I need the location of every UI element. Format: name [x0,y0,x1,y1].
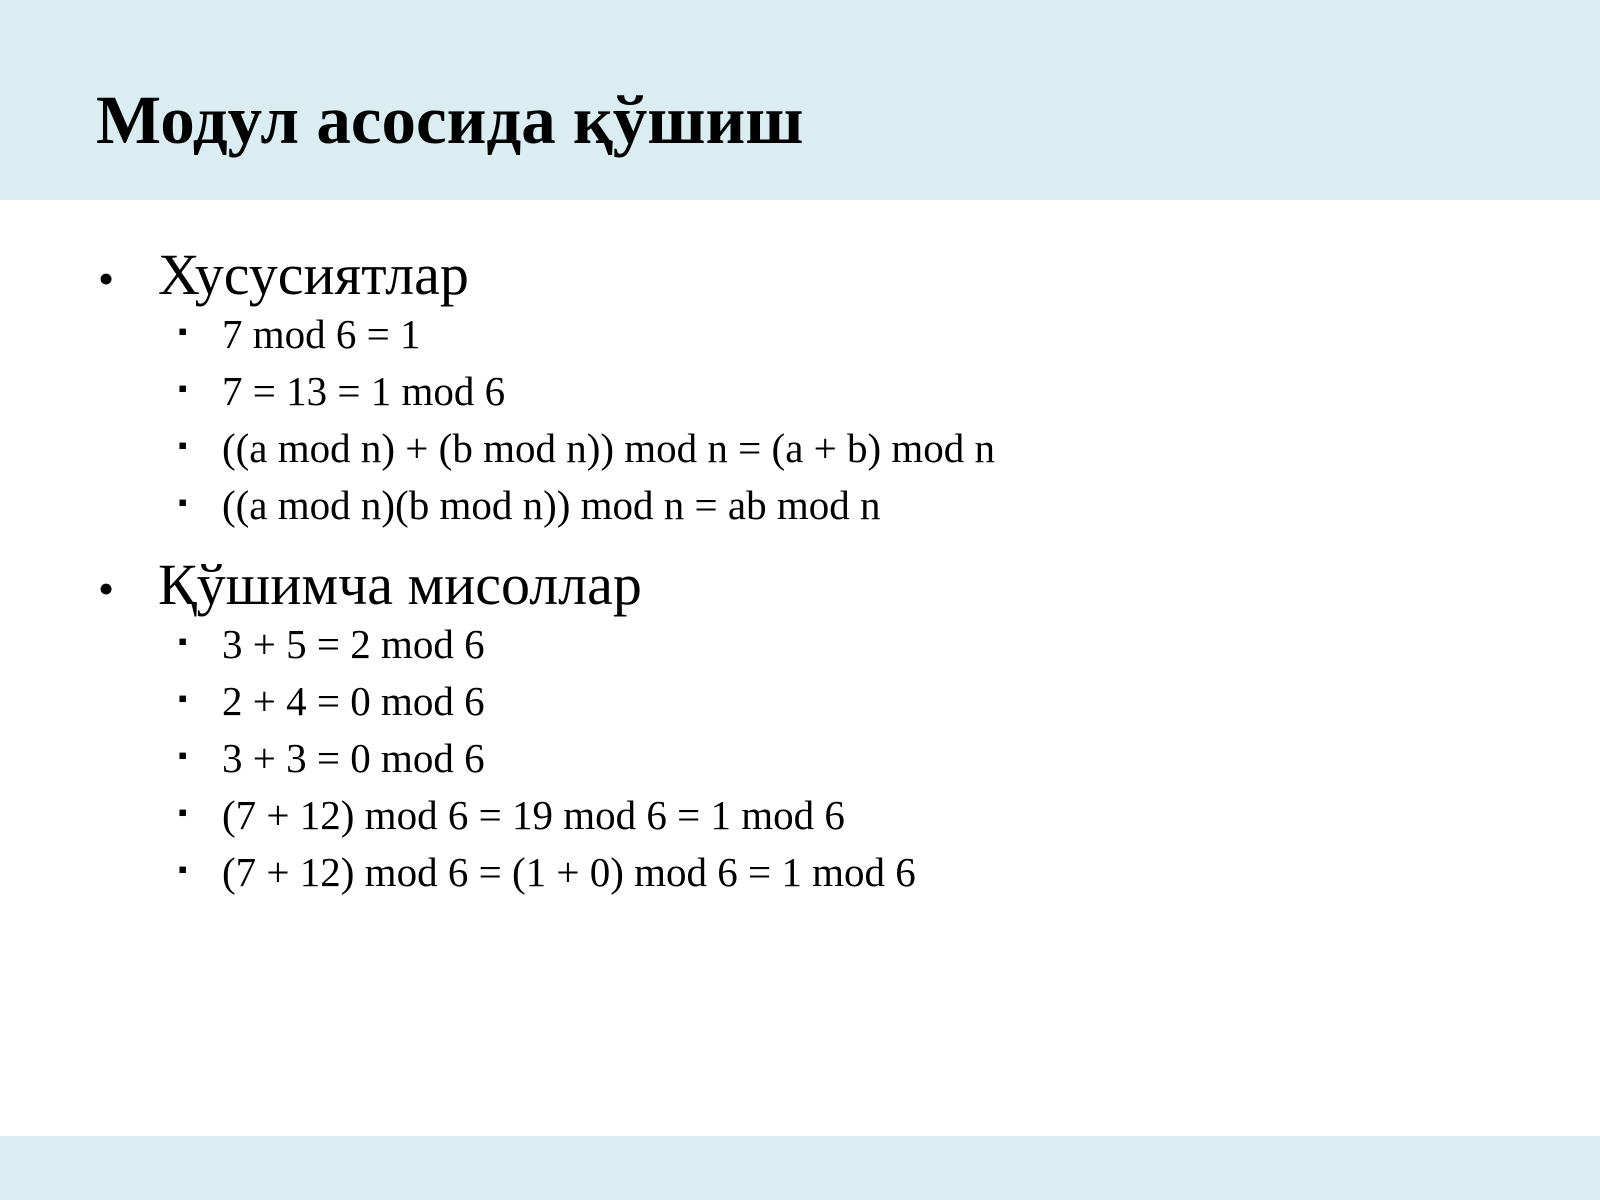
properties-list [96,311,1536,542]
section-properties [96,242,1536,542]
list-item [178,482,1536,542]
list-item-text: 7 mod 6 = 1 [222,311,421,357]
list-item [178,311,1536,371]
square-bullet-icon: ▪ [178,317,188,346]
section-heading-text: Қўшимча мисоллар [158,552,642,617]
footer-band [0,1136,1600,1200]
list-item-text: (7 + 12) mod 6 = (1 + 0) mod 6 = 1 mod 6 [222,849,916,895]
square-bullet-icon: ▪ [178,431,188,460]
section-heading-text: Хусусиятлар [158,242,469,307]
list-item-text: 2 + 4 = 0 mod 6 [222,678,485,724]
square-bullet-icon: ▪ [178,855,188,884]
square-bullet-icon: ▪ [178,488,188,517]
list-item-text: 3 + 5 = 2 mod 6 [222,621,485,667]
square-bullet-icon: ▪ [178,374,188,403]
square-bullet-icon: ▪ [178,627,188,656]
list-item [178,792,1536,852]
bullet-dot-icon: • [98,253,115,304]
list-item-text: ((a mod n) + (b mod n)) mod n = (a + b) mod n [222,425,996,471]
list-item-text: 3 + 3 = 0 mod 6 [222,735,485,781]
list-item-text: (7 + 12) mod 6 = 19 mod 6 = 1 mod 6 [222,792,845,838]
list-item-text: 7 = 13 = 1 mod 6 [222,368,506,414]
list-item [178,425,1536,485]
list-item [178,849,1536,909]
list-item [178,678,1536,738]
section-heading [96,552,1536,624]
list-item [178,621,1536,681]
square-bullet-icon: ▪ [178,684,188,713]
list-item [178,368,1536,428]
square-bullet-icon: ▪ [178,741,188,770]
list-item-text: ((a mod n)(b mod n)) mod n = ab mod n [222,482,881,528]
slide-content [96,242,1536,923]
slide-title: Модул асосида қўшиш [96,82,804,158]
section-heading [96,242,1536,314]
examples-list [96,621,1536,909]
square-bullet-icon: ▪ [178,798,188,827]
section-examples [96,552,1536,909]
list-item [178,735,1536,795]
bullet-dot-icon: • [98,563,115,614]
